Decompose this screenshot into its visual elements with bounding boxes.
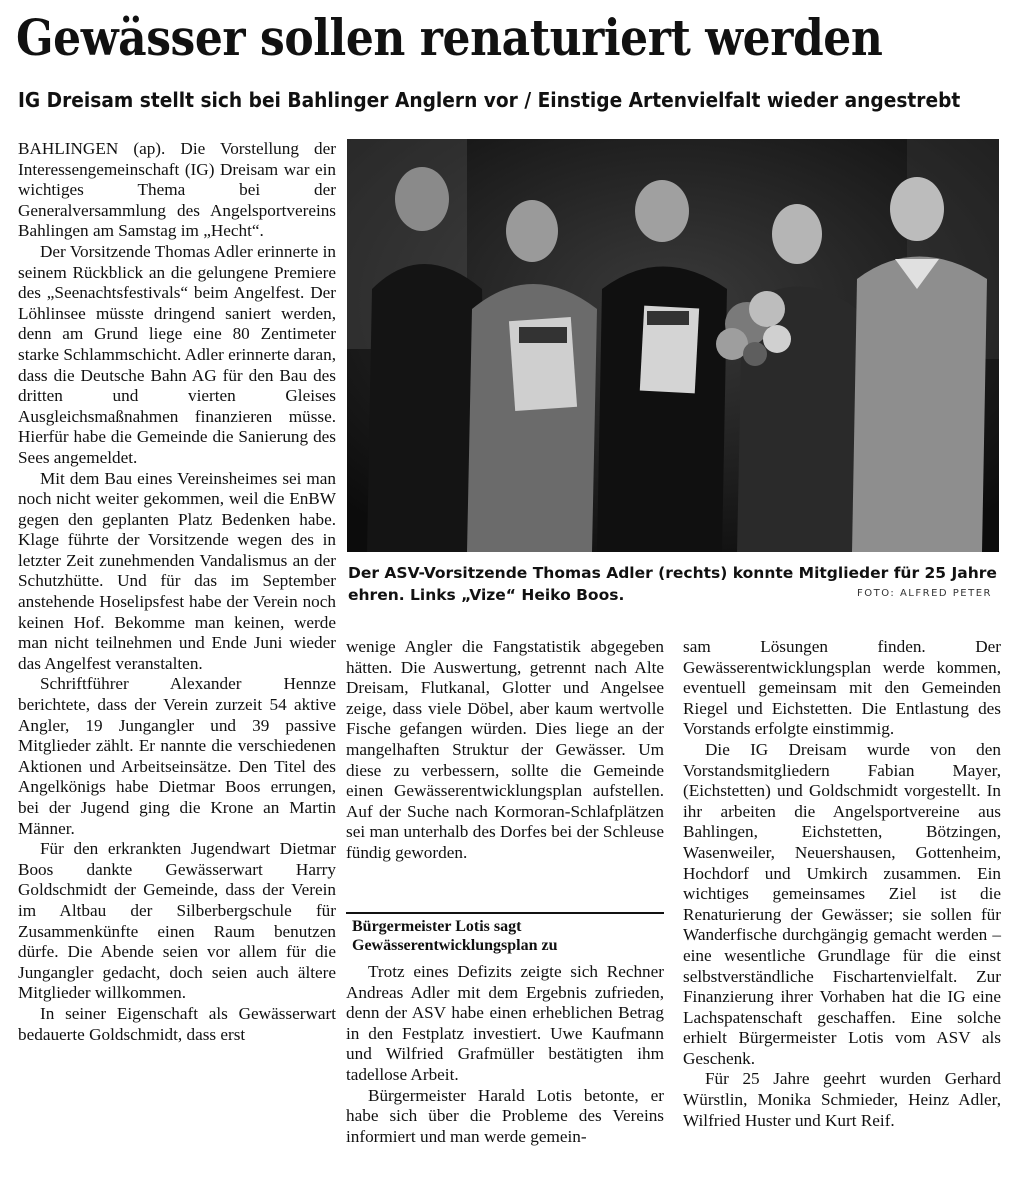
article-column-3 [683, 637, 1001, 1131]
paragraph: Mit dem Bau eines Vereinsheimes sei man noch nicht weiter gekommen, weil die EnBW gegen den geplanten Platz Bedenken habe. Klage führte der Vorsitzende wegen des in letzter Zeit zunehmenden Vandalismus an der Schutzhütte. Und für das im September anstehende Hoselipsfest habe der Verein noch keinen Hof. Bekomme man keinen, werde man nicht teilnehmen und Ende Juni wieder das Angelfest veranstalten. [18, 468, 336, 673]
paragraph: Die IG Dreisam wurde von den Vorstandsmitgliedern Fabian Mayer, (Eichstetten) und Goldschmidt vorgestellt. In ihr arbeiten die Angelsportvereine aus Bahlingen, Eichstetten, Bötzingen, Wasenweiler, Neuershausen, Gottenheim, Hochdorf und Umkirch zusammen. Ein wichtiges gemeinsames Ziel ist die Renaturierung der Gewässer; sie sollen für Wanderfische durchgängig gemacht werden – eine wesentliche Grundlage für die einst selbstverständliche Fischartenvielfalt. Zur Finanzierung ihrer Vorhaben hat die IG eine Lachspatenschaft geschaffen. Eine solche erhielt Bürgermeister Lotis vom ASV als Geschenk. [683, 739, 1001, 1068]
paragraph: BAHLINGEN (ap). Die Vorstellung der Interessengemeinschaft (IG) Dreisam war ein wichtiges Thema bei der Generalversammlung des Angelsportvereins Bahlingen am Samstag im „Hecht“. [18, 139, 336, 241]
group-photo-image [347, 139, 999, 552]
article-column-1 [18, 139, 336, 1045]
article-column-2 [346, 637, 664, 864]
paragraph: In seiner Eigenschaft als Gewässerwart bedauerte Goldschmidt, dass erst [18, 1003, 336, 1044]
paragraph: Schriftführer Alexander Hennze berichtete, dass der Verein zurzeit 54 aktive Angler, 19 Jungangler und 39 passive Mitglieder zählt. Er nannte die verschiedenen Aktionen und Arbeitseinsätze. Den Titel des Angelkönigs habe Dietmar Boos errungen, bei der Jugend ging die Krone an Martin Männer. [18, 674, 336, 838]
paragraph: Für 25 Jahre geehrt wurden Gerhard Würstlin, Monika Schmieder, Heinz Adler, Wilfried Huster und Kurt Reif. [683, 1069, 1001, 1130]
paragraph: Trotz eines Defizits zeigte sich Rechner Andreas Adler mit dem Ergebnis zufrieden, denn der ASV habe einen erheblichen Betrag in den Festplatz investiert. Uwe Kaufmann und Wilfried Grafmüller bestätigten ihm tadellose Arbeit. [346, 962, 664, 1084]
paragraph: sam Lösungen finden. Der Gewässerentwicklungsplan werde kommen, eventuell gemeinsam mit den Gemeinden Riegel und Eichstetten. Die Entlastung des Vorstands erfolgte einstimmig. [683, 637, 1001, 739]
subheading-rule [346, 912, 664, 914]
photo-caption: Der ASV-Vorsitzende Thomas Adler (rechts) konnte Mitglieder für 25 Jahre ehren. Links „Vize“ Heiko Boos. [348, 564, 997, 604]
subheading: Bürgermeister Lotis sagt Gewässerentwicklungsplan zu [352, 918, 558, 954]
subheadline: IG Dreisam stellt sich bei Bahlinger Anglern vor / Einstige Artenvielfalt wieder angestrebt [18, 88, 961, 112]
article-column-2-continued [346, 962, 664, 1147]
group-photo [347, 139, 999, 552]
paragraph: wenige Angler die Fangstatistik abgegeben hätten. Die Auswertung, getrennt nach Alte Dreisam, Flutkanal, Glotter und Angelsee zeige, dass viele Döbel, aber kaum wertvolle Fische gefangen würden. Dies liege an der mangelhaften Struktur der Gewässer. Um diese zu verbessern, sollte die Gemeinde einen Gewässerentwicklungsplan aufstellen. Auf der Suche nach Kormoran-Schlafplätzen sei man unterhalb des Dorfes bei der Schleuse fündig geworden. [346, 637, 664, 862]
photo-credit: FOTO: ALFRED PETER [856, 588, 992, 599]
paragraph: Bürgermeister Harald Lotis betonte, er habe sich über die Probleme des Vereins informiert und man werde gemein- [346, 1085, 664, 1146]
paragraph: Für den erkrankten Jugendwart Dietmar Boos dankte Gewässerwart Harry Goldschmidt der Gemeinde, dass der Verein im Altbau der Silberbergschule für Zusammenkünfte einen Raum benutzen dürfe. Die Abende seien vor allem für die Jungangler gedacht, doch seien auch ältere Mitglieder willkommen. [18, 839, 336, 1003]
paragraph: Der Vorsitzende Thomas Adler erinnerte in seinem Rückblick an die gelungene Premiere des „Seenachtsfestivals“ beim Angelfest. Der Löhlinsee müsste dringend saniert werden, denn am Grund liege eine 80 Zentimeter starke Schlammschicht. Adler erinnerte daran, dass die Deutsche Bahn AG für den Bau des dritten und vierten Gleises Ausgleichsmaßnahmen finanzieren müsse. Hierfür habe die Gemeinde die Sanierung des Sees angemeldet. [18, 241, 336, 467]
headline: Gewässer sollen renaturiert werden [16, 8, 883, 67]
